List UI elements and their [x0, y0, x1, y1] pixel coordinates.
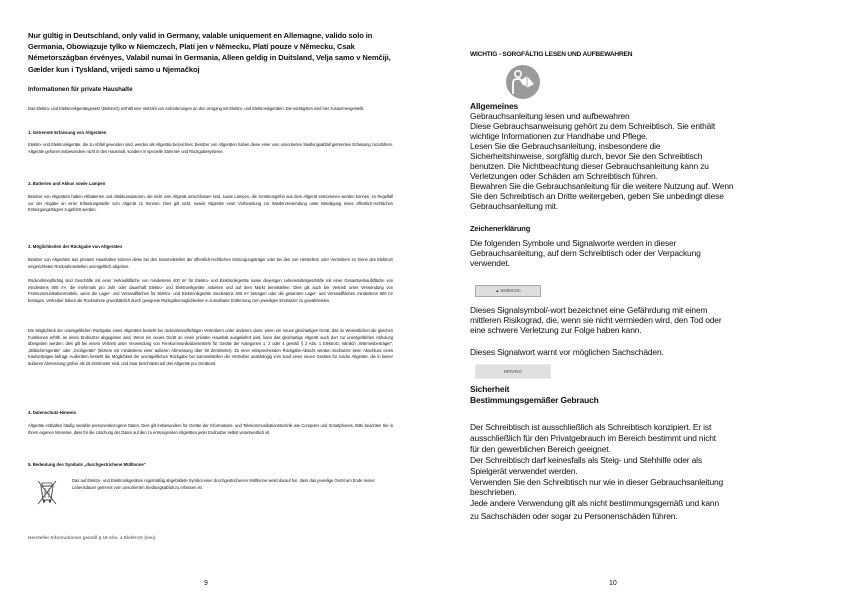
section-paragraph: Die Möglichkeit der unentgeltlichen Rückgabe eines Altgerätes besteht bei rücknahmepflichtigen Vertreibern unter anderem dann, wenn ein neues gleichartiges Gerät, das im Wesentlichen die gleichen Funktionen erfüllt, an einen Endnutzer abgegeben wird. Wenn ein neues Gerät an einen privaten Haushalt ausgeliefert wird, kann das gleichartige Altgerät auch dort zur unentgeltlichen Abholung übergeben werden; dies gilt bei einem Vertrieb unter Verwendung von Fernkommunikationsmitteln für Geräte der Kategorien 1, 2 oder 4 gemäß § 2 Abs. 1 ElektroG, nämlich „Wärmeüberträger“, „Bildschirmgeräte“ oder „Großgeräte“ (letztere mit mindestens einer äußeren Abmessung über 50 Zentimeter). Zu einer entsprechenden Rückgabe-Absicht werden Endnutzer beim Abschluss eines Kaufvertrages befragt. Außerdem besteht die Möglichkeit der unentgeltlichen Rückgabe bei Sammelstellen der Vertreiber unabhängig vom Kauf eines neuen Gerätes für solche Altgeräte, die in keiner äußeren Abmessung größer als 25 Zentimeter sind, und zwar beschränkt auf drei Altgeräte pro Geräteart.	[28, 328, 393, 366]
text-line: Verwenden Sie den Schreibtisch nur wie in dieser Gebrauchsanleitung	[470, 476, 724, 487]
text-line: Lesen Sie die Gebrauchsanleitung, insbesondere die	[470, 141, 661, 152]
validity-note: Nur gültig in Deutschland, only valid in Germany, valable uniquement en Allemagne, valido solo in Germania, Obowiązuje tylko w Niemczech, Platí jen v Německu, Platí pouze v Německu, Csak Németországban érvényes, Valabil numai în Germania, Alleen geldig in Duitsland, Velja samo v Nemčiji, Gælder kun i Tyskland, vrijedi samo u Njemačkoj	[28, 31, 391, 74]
text-line: Sicherheitshinweise, sorgfältig durch, bevor Sie den Schreibtisch	[470, 151, 703, 162]
page-10	[421, 0, 842, 595]
section-heading: 4. Datenschutz-Hinweis	[28, 410, 76, 415]
section-heading: 1. Getrennte Erfassung von Altgeräten	[28, 130, 107, 135]
section-paragraph: Besitzer von Altgeräten haben Altbatterien und Altakkumulatoren, die nicht vom Altgerät umschlossen sind, sowie Lampen, die zerstörungsfrei aus dem Altgerät entnommen werden können, im Regelfall vor der Abgabe an einer Erfassungsstelle vom Altgerät zu trennen. Dies gilt nicht, soweit Altgeräte einer Vorbereitung zur Wiederverwendung unter Beteiligung eines öffentlich-rechtlichen Entsorgungsträgers zugeführt werden.	[28, 194, 393, 213]
text-line: Bewahren Sie die Gebrauchsanleitung für die weitere Nutzung auf. Wenn	[470, 181, 734, 192]
warning-label	[475, 285, 541, 297]
weee-text: Das auf Elektro- und Elektronikgeräten regelmäßig abgebildete Symbol einer durchgestrichenen Mülltonne weist darauf hin, dass das jeweilige Gerät am Ende seiner Lebensdauer getrennt vom unsortierten Siedlungsabfall zu erfassen ist.	[72, 478, 375, 490]
section-paragraph: Elektro- und Elektronikgeräte, die zu Abfall geworden sind, werden als Altgeräte bezeichnet. Besitzer von Altgeräten haben diese einer vom unsortierten Siedlungsabfall getrennten Erfassung zuzuführen. Altgeräte gehören insbesondere nicht in den Hausmüll, sondern in spezielle Sammel- und Rückgabesysteme.	[28, 142, 393, 154]
text-line: Sie den Schreibtisch an Dritte weitergeben, geben Sie unbedingt diese	[470, 191, 724, 202]
section-heading-intended-use: Bestimmungsgemäßer Gebrauch	[470, 395, 599, 405]
text-line: Verletzungen oder Schäden am Schreibtisch führen.	[470, 171, 658, 182]
text-line: zu Sachschäden oder sogar zu Personenschäden führen.	[470, 511, 678, 522]
section-paragraph: Rücknahmepflichtig sind Geschäfte mit einer Verkaufsfläche von mindestens 400 m² für Elektro- und Elektronikgeräte sowie diejenigen Lebensmittelgeschäfte mit einer Gesamtverkaufsfläche von mindestens 800 m², die mehrmals pro Jahr oder dauerhaft Elektro- und Elektronikgeräte anbieten und auf dem Markt bereitstellen. Dies gilt auch bei Vertrieb unter Verwendung von Fernkommunikationsmitteln, wenn die Lager- und Versandflächen für Elektro- und Elektronikgeräte mindestens 400 m² betragen oder die gesamten Lager- und Versandflächen mindestens 800 m² betragen. Vertreiber haben die Rücknahme grundsätzlich durch geeignete Rückgabemöglichkeiten in zumutbarer Entfernung zum jeweiligen Endnutzer zu gewährleisten.	[28, 278, 393, 303]
text-line: mittleren Risikograd, die, wenn sie nicht vermieden wird, den Tod oder	[470, 315, 722, 326]
text-line: ausschließlich für den Privatgebrauch im Bereich bestimmt und nicht	[470, 432, 717, 443]
intended-use-text	[470, 422, 810, 522]
text-line: Gebrauchsanleitung, auf dem Schreibtisch oder der Verpackung	[470, 248, 701, 259]
text-line: Gebrauchsanleitung mit.	[470, 201, 559, 212]
text-line: Spielgerät verwendet werden.	[470, 465, 578, 476]
text-line: Diese Gebrauchsanweisung gehört zu dem Schreibtisch. Sie enthält	[470, 121, 716, 132]
text-line: verwendet.	[470, 258, 510, 269]
text-line: Der Schreibtisch ist ausschließlich als Schreibtisch konzipiert. Er ist	[470, 422, 712, 432]
info-title: Informationen für private Haushalte	[28, 86, 133, 93]
page-number: 9	[204, 580, 208, 587]
text-line: Die folgenden Symbole und Signalworte werden in dieser	[470, 238, 677, 248]
section-heading-symbols: Zeichenerklärung	[470, 224, 531, 233]
text-line: Dieses Signalsymbol/-wort bezeichnet eine Gefährdung mit einem	[470, 305, 708, 315]
page-number: 10	[609, 580, 617, 587]
intro-paragraph: Das Elektro- und Elektronikgerätegesetz (ElektroG) enthält eine Vielzahl von Anforderungen an den Umgang mit Elektro- und Elektronikgeräten. Die wichtigsten sind hier zusammengestellt.	[28, 106, 364, 111]
section-heading: 2. Batterien und Akkus sowie Lampen	[28, 181, 106, 186]
text-line: wichtige Informationen zur Handhabe und Pflege.	[470, 131, 648, 142]
warning-triangle-icon: ▲	[495, 288, 500, 293]
general-text	[470, 111, 810, 211]
text-line: eine schwere Verletzung zur Folge haben kann.	[470, 325, 642, 336]
notice-label: HINWEIS!	[475, 364, 551, 379]
crossed-out-bin-icon	[36, 478, 58, 508]
text-line: benutzen. Die Nichtbeachtung dieser Gebrauchsanleitung kann zu	[470, 161, 709, 172]
symbols-intro	[470, 238, 810, 268]
warning-label-text: WARNUNG	[500, 288, 521, 293]
read-manual-icon	[505, 64, 541, 100]
text-line: Gebrauchsanleitung lesen und aufbewahren	[470, 111, 630, 121]
text-line: beschrieben.	[470, 487, 517, 498]
section-heading-safety: Sicherheit	[470, 384, 510, 394]
section-paragraph: Besitzer von Altgeräten aus privaten Haushalten können diese bei den Sammelstellen der öffentlich-rechtlichen Entsorgungsträger oder bei den von Herstellern oder Vertreibern im Sinne des ElektroG eingerichteten Rücknahmestellen unentgeltlich abgeben.	[28, 257, 393, 269]
section-heading: 5. Bedeutung des Symbols „durchgestrichene Mülltonne“	[28, 462, 146, 467]
text-line: Der Schreibtisch darf keinesfalls als Steig- und Stehhilfe oder als	[470, 454, 702, 465]
text-line: Jede andere Verwendung gilt als nicht bestimmungsgemäß und kann	[470, 498, 719, 509]
section-paragraph: Altgeräte enthalten häufig sensible personenbezogene Daten. Dies gilt insbesondere für Geräte der Informations- und Telekommunikationstechnik wie Computer und Smartphones. Bitte beachten Sie in Ihrem eigenen Interesse, dass für die Löschung der Daten auf den zu entsorgenden Altgeräten jeder Endnutzer selbst verantwortlich ist.	[28, 423, 393, 435]
text-line: für den gewerblichen Bereich geeignet.	[470, 443, 611, 454]
notice-description: Dieses Signalwort warnt vor möglichen Sachschäden.	[470, 347, 664, 357]
page-header: WICHTIG - SORGFÄLTIG LESEN UND AUFBEWAHREN	[470, 51, 633, 58]
footer-note: Hersteller-Informationen gemäß § 18 Abs. 4 ElektroG (neu)	[28, 535, 156, 540]
section-heading: 3. Möglichkeiten der Rückgabe von Altgeräten	[28, 244, 123, 249]
section-heading-general: Allgemeines	[470, 101, 519, 111]
warning-description	[470, 305, 810, 335]
